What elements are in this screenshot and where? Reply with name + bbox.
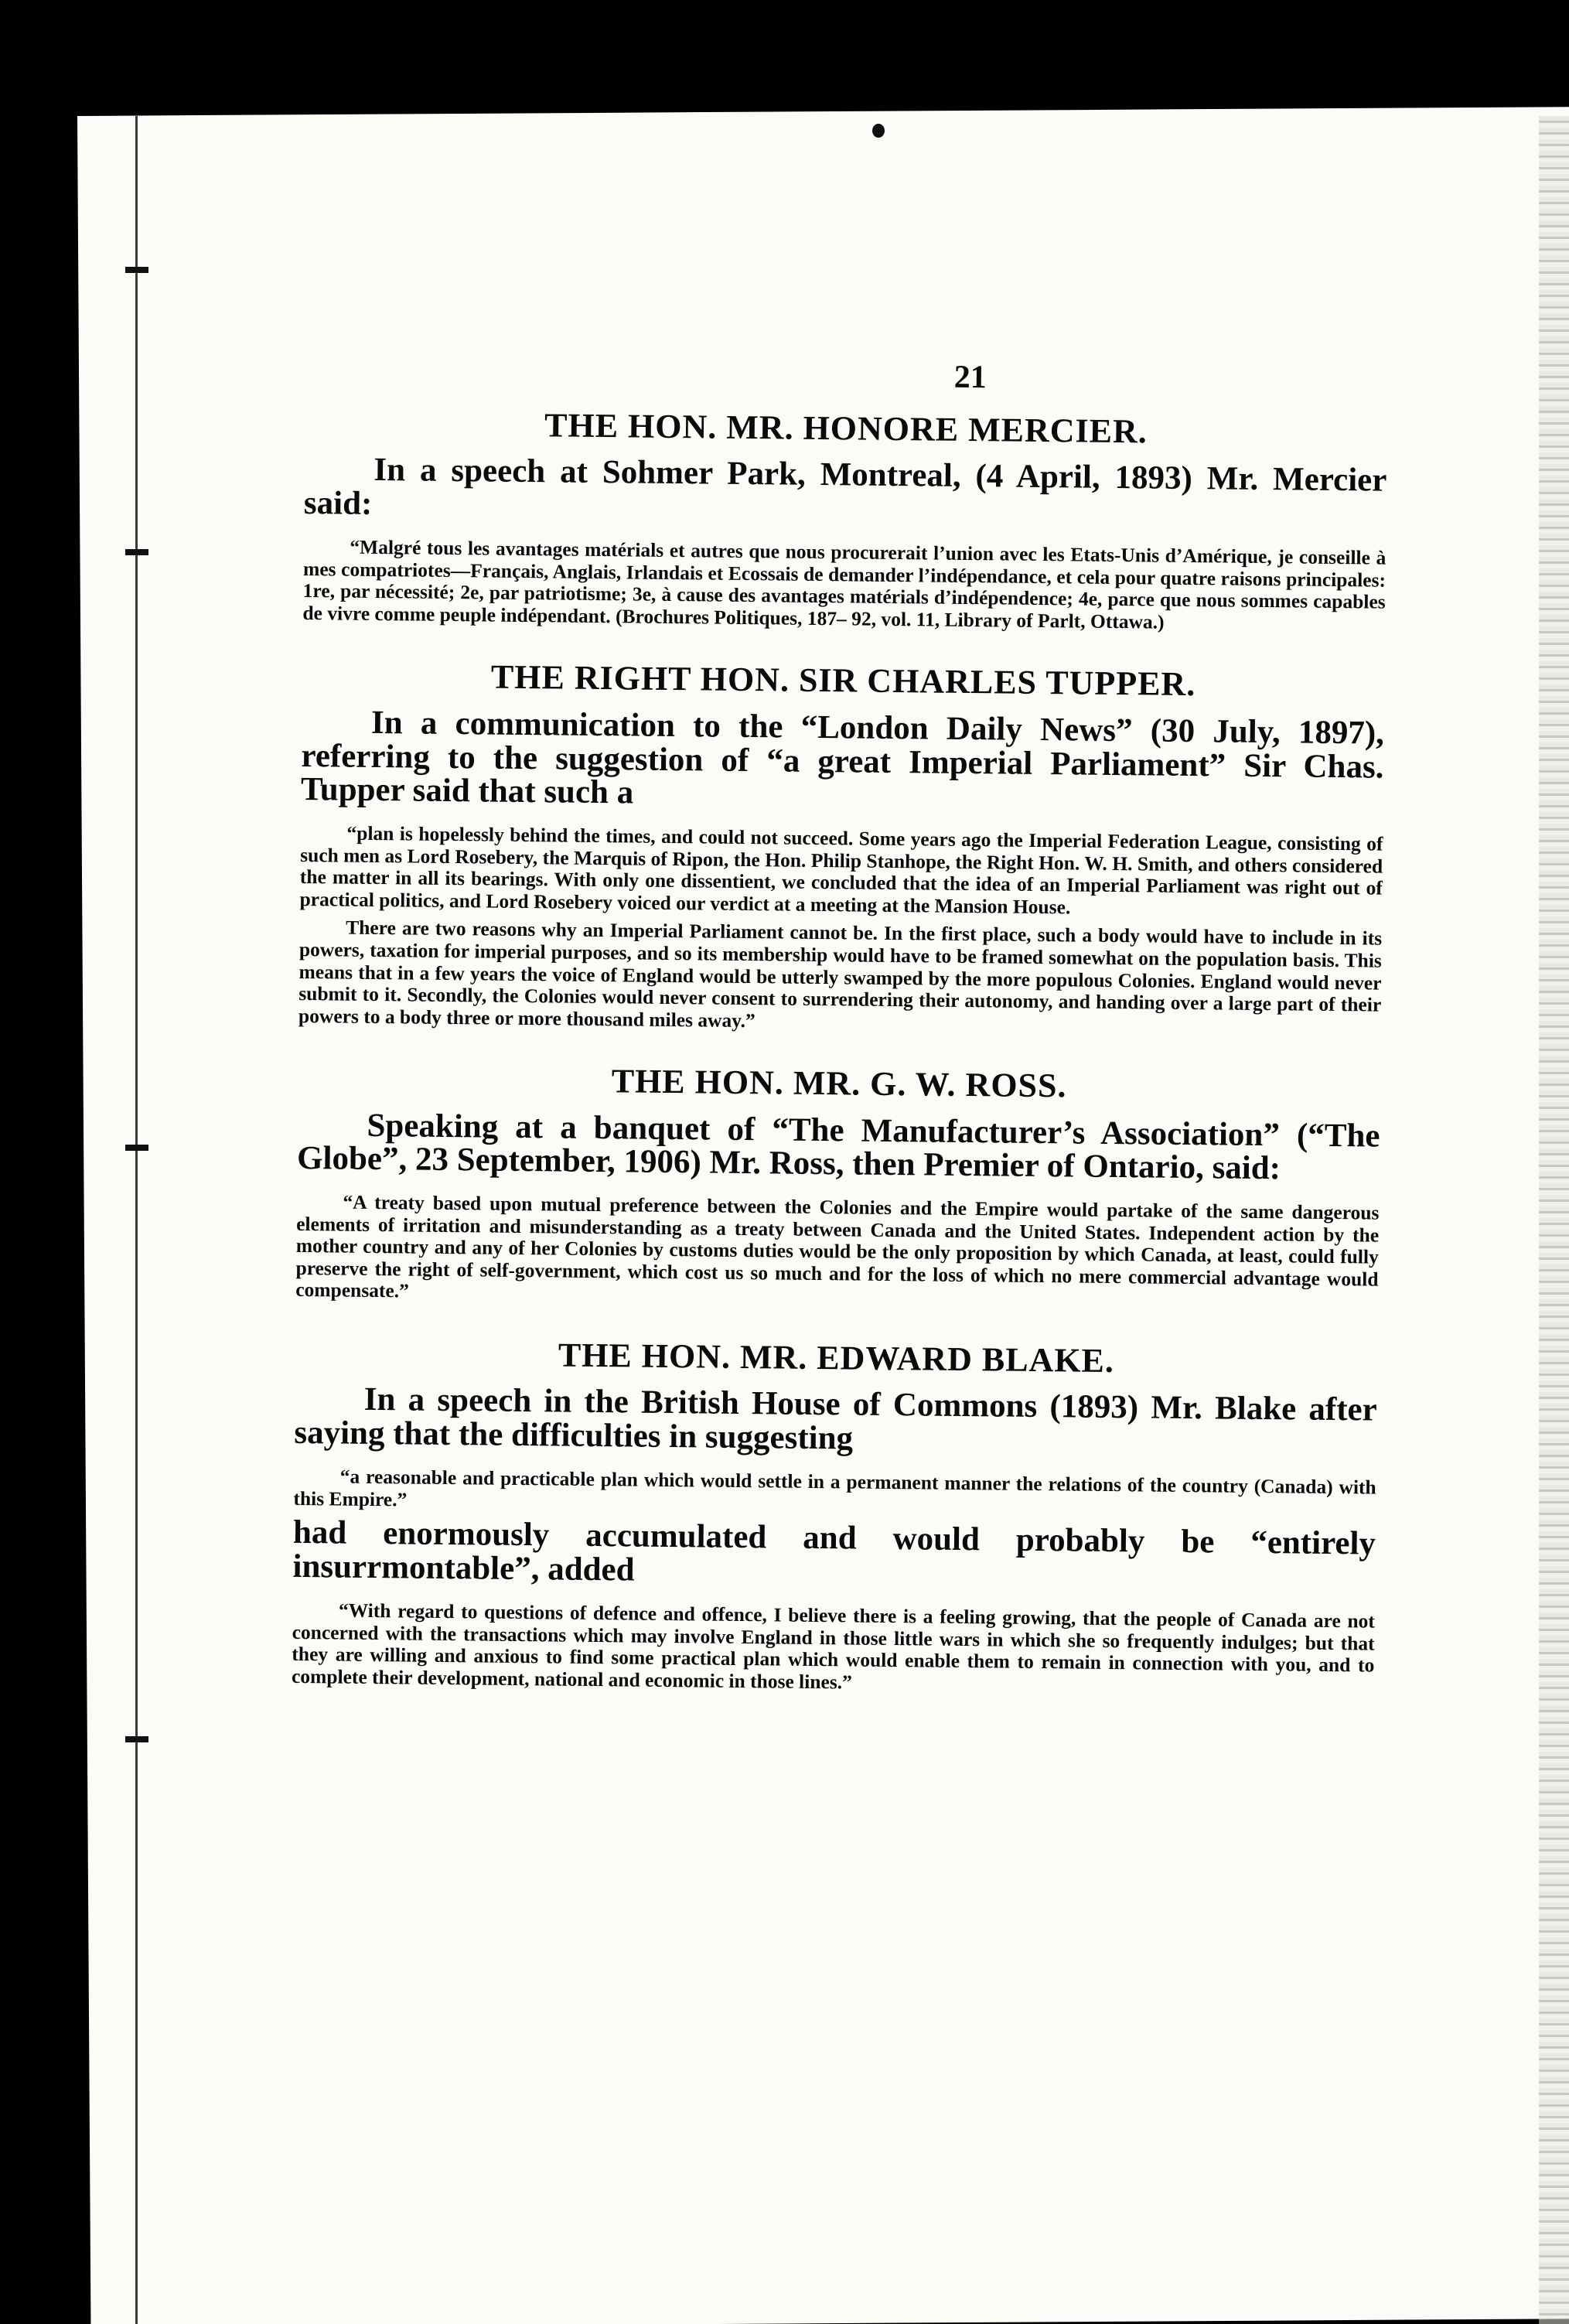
binding-mark — [125, 1736, 148, 1742]
section-heading: THE HON. MR. HONORE MERCIER. — [544, 406, 1148, 451]
section-intro-continued: had enormously accumulated and would probably be “entirely insurrmontable”, added — [292, 1514, 1376, 1589]
quote-paragraph: There are two reasons why an Imperial Parliament cannot be. In the first place, such a body would have to include in its powers, taxation for imperial purposes, and so its membership would have to be framed somewhat on the population basis. This means that in a few years the voice of England would be utterly swamped by the more populous Colonies. England would never submit to it. Secondly, the Colonies would never consent to surrendering their autonomy, and handing over a large part of their powers to a body three or more thousand miles away.” — [298, 916, 1383, 1032]
page-stack-edge — [1539, 116, 1569, 2324]
quote-paragraph: “A treaty based upon mutual preference between the Colonies and the Empire would partake of the same dangerous elements of irritation and misunderstanding as a treaty between Canada and the United States. Independent action by the mother country and any of her Colonies by customs duties would be the only proposition by which Canada, at least, could fully preserve the right of self-government, which cost us so much and for the loss of which no mere commercial advantage would compensate.” — [295, 1190, 1380, 1302]
binding-mark — [125, 549, 148, 555]
page-content — [291, 352, 1387, 1732]
section-tupper — [298, 657, 1385, 1039]
quote-paragraph: “plan is hopelessly behind the times, and could not succeed. Some years ago the Imperial Federation League, consisting of such men as Lord Rosebery, the Marquis of Ripon, the Hon. Philip Stanhope, the Right Hon. W. H. Smith, and others considered the matter in all its bearings. With only one dissentient, we concluded that the idea of an Imperial Parliament was right out of practical politics, and Lord Rosebery voiced our verdict at a meeting at the Mansion House. — [299, 821, 1383, 919]
section-ross — [295, 1060, 1380, 1312]
section-intro: In a communication to the “London Daily News” (30 July, 1897), referring to the suggestion of “a great Imperial Parliament” Sir Chas. Tupper said that such a — [300, 704, 1385, 811]
section-heading: THE HON. MR. G. W. ROSS. — [611, 1062, 1067, 1105]
quote-paragraph: “a reasonable and practicable plan which would settle in a permanent manner the relations of the country (Canada) with this Empire.” — [293, 1465, 1376, 1511]
binding-mark — [125, 1145, 148, 1151]
section-intro: Speaking at a banquet of “The Manufacturer’s Association” (“The Globe”, 23 September, 1906) Mr. Ross, then Premier of Ontario, said: — [296, 1107, 1380, 1187]
quote-paragraph: “With regard to questions of defence and offence, I believe there is a feeling growing, that the people of Canada are not concerned with the transactions which may involve England in those little wars in which she so frequently indulges; but that they are willing and anxious to find some practical plan which would enable them to remain in connection with you, and to complete their development, national and economic in those lines.” — [291, 1599, 1376, 1694]
quote-paragraph: “Malgré tous les avantages matérials et autres que nous procurerait l’union avec les Etats-Unis d’Amérique, je conseille à mes compatriotes—Français, Anglais, Irlandais et Ecossais de demander l’indépendance, et cela pour quatre raisons principales: 1re, par nécessité; 2e, par patriotisme; 3e, à cause des avantages matérials d’indépendence; 4e, parce que nous sommes capables de vivre comme peuple indépendant. (Brochures Politiques, 187– 92, vol. 11, Library of Parlt, Ottawa.) — [302, 535, 1387, 633]
binding-mark — [125, 267, 148, 273]
binding-edge — [135, 116, 138, 2324]
section-intro: In a speech in the British House of Commons (1893) Mr. Blake after saying that the difficulties in suggesting — [294, 1381, 1377, 1457]
section-heading: THE HON. MR. EDWARD BLAKE. — [558, 1336, 1115, 1380]
section-heading: THE RIGHT HON. SIR CHARLES TUPPER. — [490, 657, 1196, 704]
section-intro: In a speech at Sohmer Park, Montreal, (4 April, 1893) Mr. Mercier said: — [303, 452, 1387, 523]
section-mercier — [302, 404, 1387, 636]
top-punch-mark — [872, 124, 885, 138]
section-blake — [292, 1334, 1378, 1699]
page-number: 21 — [953, 359, 987, 396]
